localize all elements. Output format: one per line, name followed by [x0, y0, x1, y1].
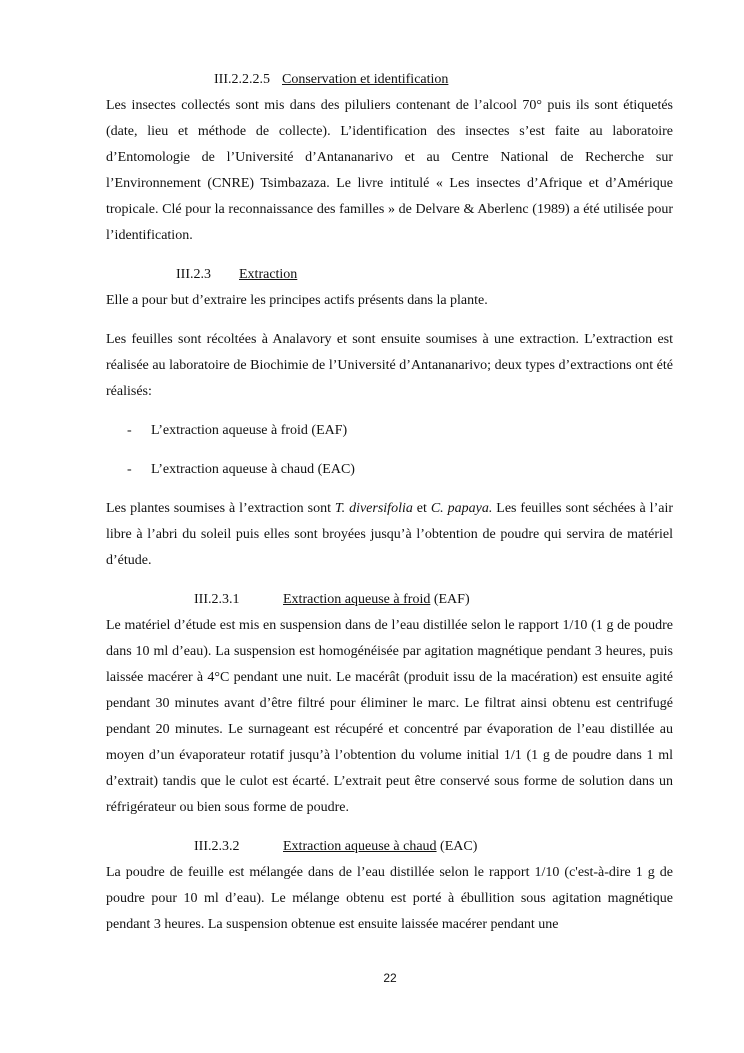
section-number: III.2.2.2.5 — [214, 72, 270, 87]
section-heading-eac: III.2.3.2 Extraction aqueuse à chaud (EAC) — [106, 834, 673, 860]
extraction-list — [106, 418, 673, 483]
section-heading-extraction — [106, 262, 673, 288]
section-title: Extraction aqueuse à froid — [283, 592, 431, 607]
section-number: III.2.3.2 — [194, 839, 240, 854]
paragraph-conservation: Les insectes collectés sont mis dans des piluliers contenant de l’alcool 70° puis ils sont étiquetés (date, lieu et méthode de collecte). L’identification des insectes s’est faite au laboratoire d’Entomologie de l’Université d’Antananarivo et au Centre National de Recherche sur l’Environnement (CNRE) Tsimbazaza. Le livre intitulé « Les insectes d’Afrique et d’Amérique tropicale. Clé pour la reconnaissance des familles » de Delvare & Aberlenc (1989) a été utilisée pour l’identification. — [106, 98, 673, 243]
section-number: III.2.3 — [176, 267, 211, 282]
section-heading-eaf: III.2.3.1 Extraction aqueuse à froid (EAF) — [106, 587, 673, 613]
paragraph-extraction-intro: Les feuilles sont récoltées à Analavory et sont ensuite soumises à une extraction. L’extraction est réalisée au laboratoire de Biochimie de l’Université d’Antananarivo; deux types d’extractions ont été réalisés: — [106, 332, 673, 399]
paragraph-plants: Les plantes soumises à l’extraction sont T. diversifolia et C. papaya. Les feuilles sont séchées à l’air libre à l’abri du soleil puis elles sont broyées jusqu’à l’obtention de poudre qui servira de matériel d’étude. — [106, 501, 673, 568]
section-title: Conservation et identification — [282, 72, 449, 87]
list-item: - L’extraction aqueuse à froid (EAF) — [127, 423, 348, 438]
document-page — [106, 67, 673, 938]
list-item: - L’extraction aqueuse à chaud (EAC) — [127, 462, 355, 477]
section-title: Extraction — [239, 267, 298, 282]
page-number: 22 — [383, 971, 397, 985]
paragraph-extraction-purpose: Elle a pour but d’extraire les principes actifs présents dans la plante. — [106, 293, 488, 308]
section-title: Extraction aqueuse à chaud — [283, 839, 437, 854]
paragraph-eaf: Le matériel d’étude est mis en suspension dans de l’eau distillée selon le rapport 1/10 (1 g de poudre dans 10 ml d’eau). La suspension est homogénéisée par agitation magnétique pendant 3 heures, puis laissée macérer à 4°C pendant une nuit. Le macérât (produit issu de la macération) est ensuite agité pendant 30 minutes avant d’être filtré pour éliminer le marc. Le filtrat ainsi obtenu est centrifugé pendant 20 minutes. Le surnageant est récupéré et concentré par évaporation de l’eau distillée au moyen d’un évaporateur rotatif jusqu’à l’obtention du volume initial 1/1 (1 g de poudre dans 1 ml d’extrait) tandis que le culot est écarté. L’extrait peut être conservé sous forme de solution dans un réfrigérateur ou bien sous forme de poudre. — [106, 618, 673, 815]
section-number: III.2.3.1 — [194, 592, 240, 607]
paragraph-eac: La poudre de feuille est mélangée dans de l’eau distillée selon le rapport 1/10 (c'est-à-dire 1 g de poudre pour 10 ml d’eau). Le mélange obtenu est porté à ébullition sous agitation magnétique pendant 3 heures. La suspension obtenue est ensuite laissée macérer pendant une — [106, 865, 673, 932]
section-heading-conservation — [106, 67, 673, 93]
